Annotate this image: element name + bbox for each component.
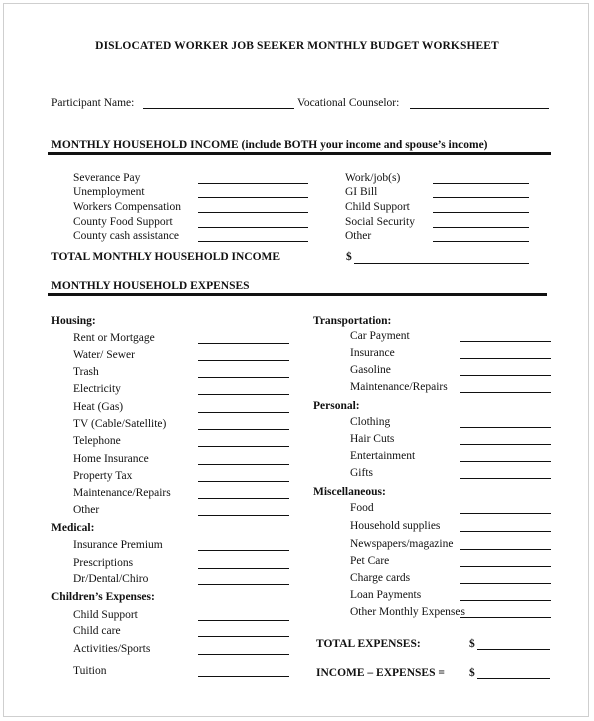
transportation-amount-field[interactable] [460,341,551,342]
housing-item-label: Maintenance/Repairs [73,487,171,499]
expenses-heading: MONTHLY HOUSEHOLD EXPENSES [51,280,250,292]
housing-amount-field[interactable] [198,412,289,413]
housing-amount-field[interactable] [198,394,289,395]
personal-heading: Personal: [313,400,360,412]
income-amount-field[interactable] [433,197,529,198]
income-amount-field[interactable] [198,183,308,184]
income-item-label: Social Security [345,216,415,228]
expenses-divider [48,293,547,296]
medical-item-label: Prescriptions [73,557,134,569]
transportation-item-label: Maintenance/Repairs [350,381,448,393]
total-income-label: TOTAL MONTHLY HOUSEHOLD INCOME [51,251,281,263]
income-amount-field[interactable] [198,197,308,198]
misc-amount-field[interactable] [460,600,551,601]
housing-item-label: Rent or Mortgage [73,332,155,344]
housing-item-label: Other [73,504,100,516]
misc-item-label: Food [350,502,374,514]
children-amount-field[interactable] [198,676,289,677]
housing-amount-field[interactable] [198,360,289,361]
income-amount-field[interactable] [433,212,529,213]
total-expenses-dollar: $ [469,638,475,650]
income-item-label: County Food Support [73,216,173,228]
personal-amount-field[interactable] [460,444,551,445]
misc-item-label: Charge cards [350,572,411,584]
housing-item-label: Trash [73,366,99,378]
medical-amount-field[interactable] [198,568,289,569]
income-item-label: County cash assistance [73,230,180,242]
total-expenses-field[interactable] [477,649,550,650]
misc-item-label: Other Monthly Expenses [350,606,465,618]
housing-heading: Housing: [51,315,96,327]
income-amount-field[interactable] [433,183,529,184]
children-amount-field[interactable] [198,636,289,637]
total-income-dollar: $ [346,251,352,263]
housing-amount-field[interactable] [198,429,289,430]
income-item-label: Other [345,230,372,242]
children-amount-field[interactable] [198,620,289,621]
income-item-label: GI Bill [345,186,378,198]
personal-amount-field[interactable] [460,461,551,462]
transportation-item-label: Insurance [350,347,395,359]
misc-heading: Miscellaneous: [313,486,386,498]
transportation-amount-field[interactable] [460,358,551,359]
net-dollar: $ [469,667,475,679]
income-item-label: Child Support [345,201,410,213]
net-field[interactable] [477,678,550,679]
personal-item-label: Entertainment [350,450,416,462]
children-heading: Children’s Expenses: [51,591,155,603]
misc-amount-field[interactable] [460,531,551,532]
participant-label: Participant Name: [51,97,135,109]
housing-item-label: Property Tax [73,470,133,482]
medical-item-label: Dr/Dental/Chiro [73,573,149,585]
medical-amount-field[interactable] [198,550,289,551]
total-expenses-label: TOTAL EXPENSES: [316,638,421,650]
income-amount-field[interactable] [198,227,308,228]
counselor-label: Vocational Counselor: [297,97,400,109]
transportation-item-label: Car Payment [350,330,410,342]
income-item-label: Severance Pay [73,172,141,184]
housing-item-label: Water/ Sewer [73,349,135,361]
housing-amount-field[interactable] [198,446,289,447]
housing-item-label: TV (Cable/Satellite) [73,418,167,430]
income-amount-field[interactable] [198,241,308,242]
medical-amount-field[interactable] [198,584,289,585]
misc-item-label: Loan Payments [350,589,422,601]
personal-item-label: Hair Cuts [350,433,395,445]
income-amount-field[interactable] [433,241,529,242]
housing-amount-field[interactable] [198,464,289,465]
misc-item-label: Household supplies [350,520,441,532]
children-item-label: Activities/Sports [73,643,151,655]
net-label: INCOME – EXPENSES = [316,667,445,679]
income-divider [48,152,551,155]
personal-item-label: Clothing [350,416,391,428]
housing-item-label: Home Insurance [73,453,149,465]
transportation-amount-field[interactable] [460,392,551,393]
misc-item-label: Pet Care [350,555,390,567]
income-amount-field[interactable] [433,227,529,228]
total-income-field[interactable] [354,263,529,264]
counselor-name-field[interactable] [410,108,549,109]
housing-amount-field[interactable] [198,481,289,482]
misc-item-label: Newspapers/magazine [350,538,454,550]
housing-item-label: Electricity [73,383,121,395]
personal-item-label: Gifts [350,467,373,479]
income-item-label: Workers Compensation [73,201,181,213]
housing-amount-field[interactable] [198,498,289,499]
children-item-label: Tuition [73,665,107,677]
misc-amount-field[interactable] [460,549,551,550]
medical-item-label: Insurance Premium [73,539,163,551]
income-item-label: Work/job(s) [345,172,401,184]
housing-item-label: Telephone [73,435,121,447]
personal-amount-field[interactable] [460,478,551,479]
children-item-label: Child Support [73,609,138,621]
children-amount-field[interactable] [198,654,289,655]
misc-amount-field[interactable] [460,617,551,618]
housing-item-label: Heat (Gas) [73,401,124,413]
page-title: DISLOCATED WORKER JOB SEEKER MONTHLY BUDGET WORKSHEET [95,40,499,52]
income-item-label: Unemployment [73,186,145,198]
misc-amount-field[interactable] [460,513,551,514]
housing-amount-field[interactable] [198,377,289,378]
housing-amount-field[interactable] [198,343,289,344]
misc-amount-field[interactable] [460,583,551,584]
medical-heading: Medical: [51,522,95,534]
transportation-amount-field[interactable] [460,375,551,376]
children-item-label: Child care [73,625,121,637]
income-heading: MONTHLY HOUSEHOLD INCOME (include BOTH your income and spouse’s income) [51,139,488,151]
transportation-item-label: Gasoline [350,364,391,376]
housing-amount-field[interactable] [198,515,289,516]
participant-name-field[interactable] [143,108,294,109]
transportation-heading: Transportation: [313,315,392,327]
misc-amount-field[interactable] [460,566,551,567]
income-amount-field[interactable] [198,212,308,213]
personal-amount-field[interactable] [460,427,551,428]
